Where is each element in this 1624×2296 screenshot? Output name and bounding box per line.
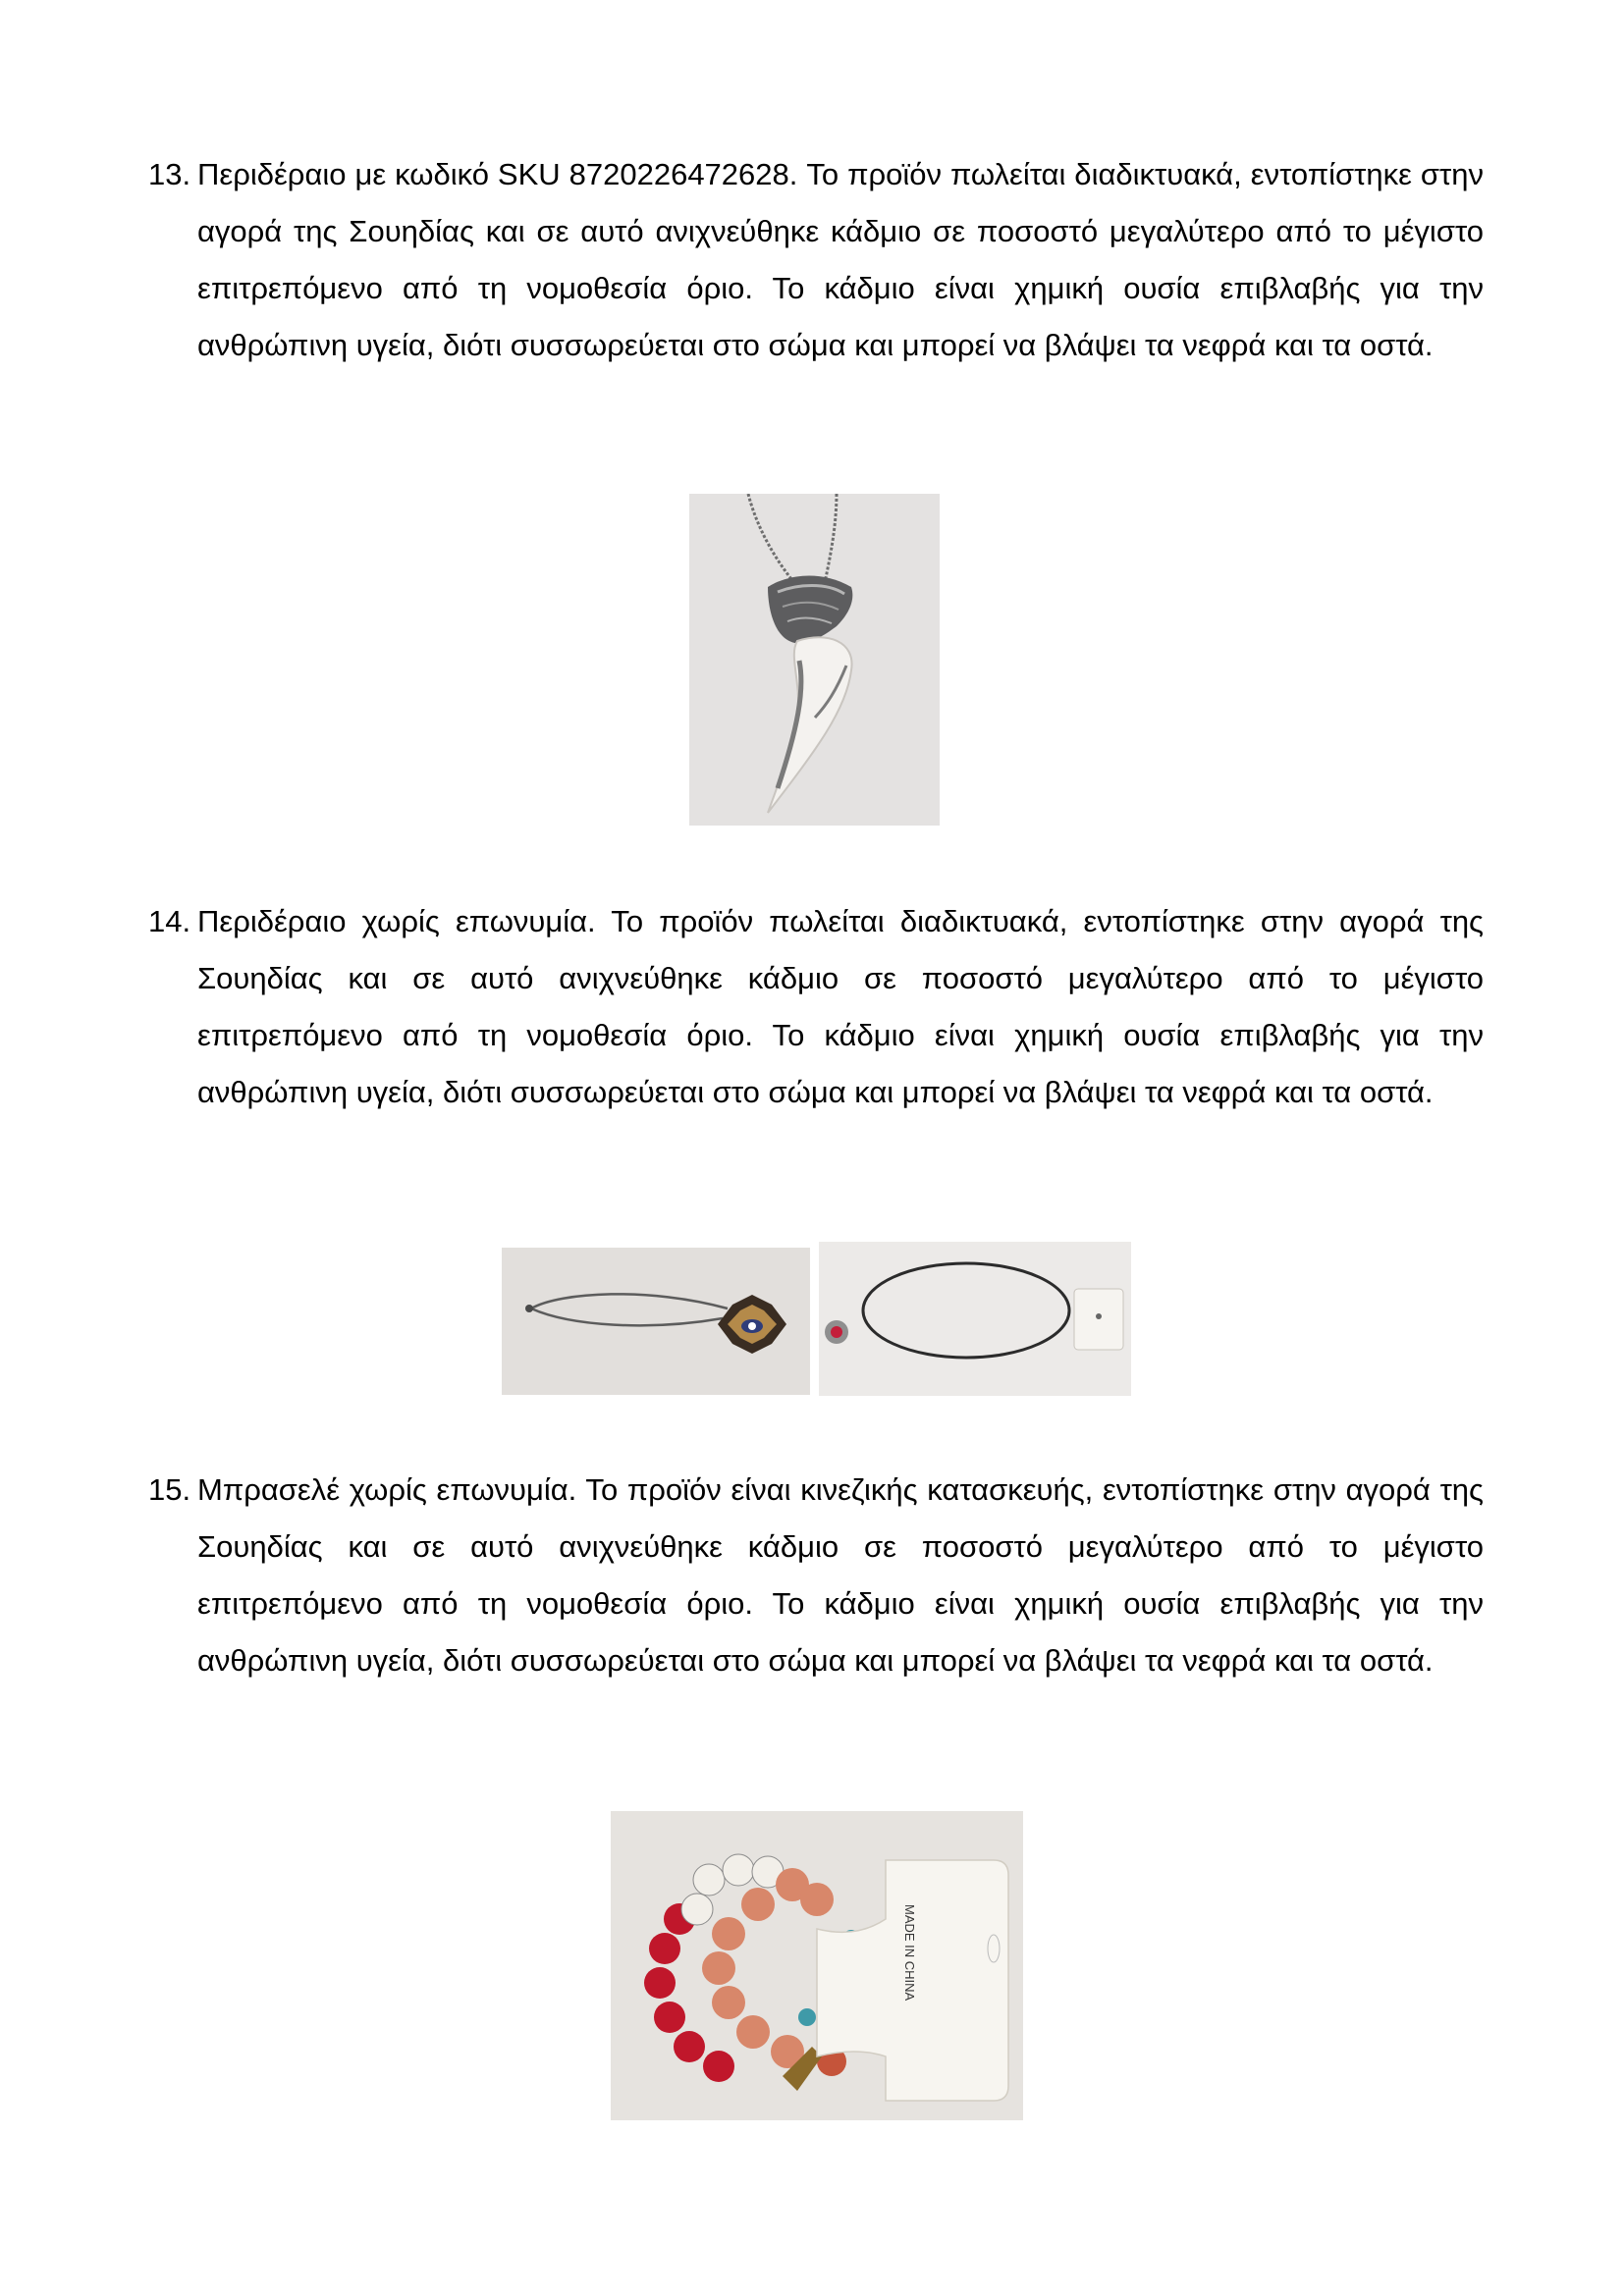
- necklace-fang-photo: [689, 494, 940, 826]
- list-item-13: [148, 146, 1484, 374]
- item-description: Περιδέραιο με κωδικό SKU 8720226472628. Το προϊόν πωλείται διαδικτυακά, εντοπίστηκε στην αγορά της Σουηδίας και σε αυτό ανιχνεύθηκε κάδμιο σε ποσοστό μεγαλύτερο από το μέγιστο επιτρεπόμενο από τη νομοθεσία όριο. Το κάδμιο είναι χημική ουσία επιβλαβής για την ανθρώπινη υγεία, διότι συσσωρεύεται στο σώμα και μπορεί να βλάψει τα νεφρά και τα οστά.: [197, 157, 1484, 362]
- item-number: 15.: [148, 1472, 191, 1507]
- bracelet-photo: [611, 1811, 1023, 2120]
- necklace-pendant-photo: [502, 1248, 810, 1395]
- necklace-cord-photo: [819, 1242, 1131, 1396]
- item-description: Περιδέραιο χωρίς επωνυμία. Το προϊόν πωλείται διαδικτυακά, εντοπίστηκε στην αγορά της Σουηδίας και σε αυτό ανιχνεύθηκε κάδμιο σε ποσοστό μεγαλύτερο από το μέγιστο επιτρεπόμενο από τη νομοθεσία όριο. Το κάδμιο είναι χημική ουσία επιβλαβής για την ανθρώπινη υγεία, διότι συσσωρεύεται στο σώμα και μπορεί να βλάψει τα νεφρά και τα οστά.: [197, 904, 1484, 1109]
- list-item-14: [148, 893, 1484, 1121]
- item-description: Μπρασελέ χωρίς επωνυμία. Το προϊόν είναι κινεζικής κατασκευής, εντοπίστηκε στην αγορά της Σουηδίας και σε αυτό ανιχνεύθηκε κάδμιο σε ποσοστό μεγαλύτερο από το μέγιστο επιτρεπόμενο από τη νομοθεσία όριο. Το κάδμιο είναι χημική ουσία επιβλαβής για την ανθρώπινη υγεία, διότι συσσωρεύεται στο σώμα και μπορεί να βλάψει τα νεφρά και τα οστά.: [197, 1472, 1484, 1678]
- list-item-15: [148, 1462, 1484, 1689]
- item-number: 13.: [148, 157, 191, 191]
- item-number: 14.: [148, 904, 191, 938]
- made-in-china-label: MADE IN CHINA: [902, 1904, 917, 2002]
